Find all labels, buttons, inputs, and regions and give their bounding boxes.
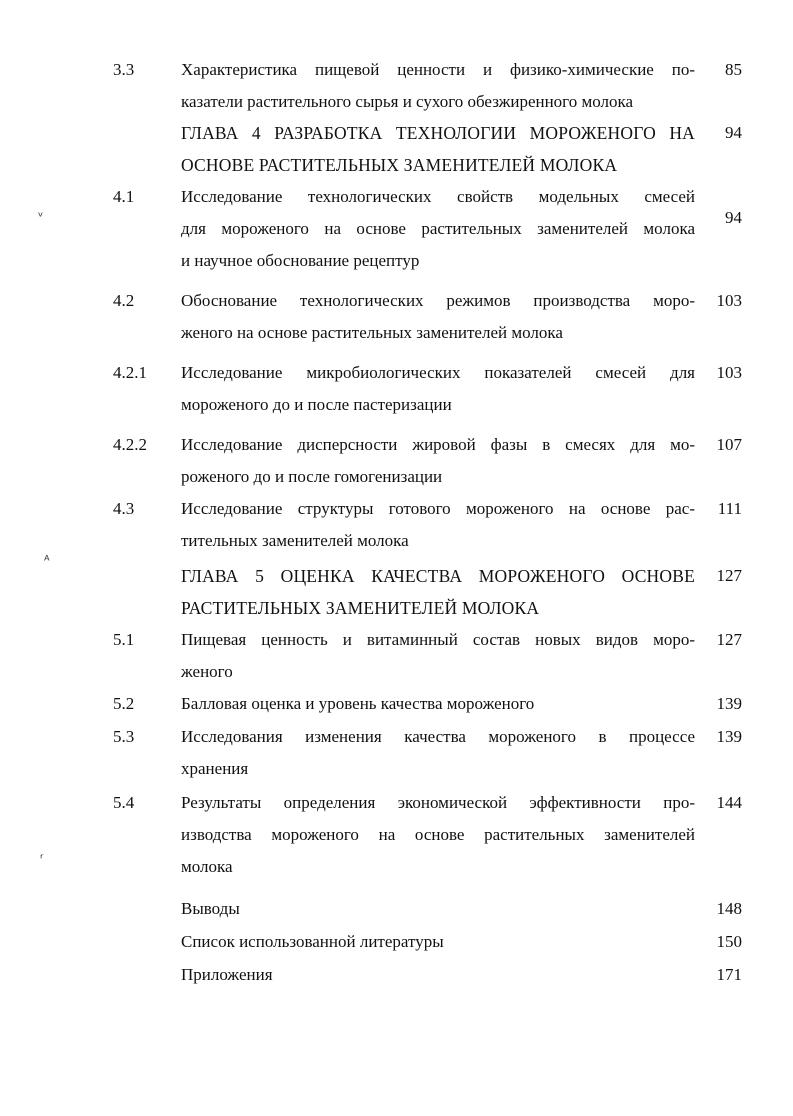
section-number: 5.4 (113, 793, 135, 812)
section-title (181, 429, 695, 493)
section-title (181, 893, 695, 925)
title-line: Пищевая ценность и витаминный состав новых видов моро- (181, 630, 695, 649)
title-line: и научное обоснование рецептур (181, 251, 420, 270)
title-line: Результаты определения экономической эффективности про- (181, 793, 695, 812)
title-line: ОСНОВЕ РАСТИТЕЛЬНЫХ ЗАМЕНИТЕЛЕЙ МОЛОКА (181, 155, 618, 175)
section-title (181, 624, 695, 688)
title-line: Исследование технологических свойств модельных смесей (181, 187, 695, 206)
page-number: 103 (716, 363, 742, 382)
page-number: 127 (716, 630, 742, 649)
section-number: 4.2.1 (113, 363, 147, 382)
page-number: 94 (725, 208, 742, 227)
section-number: 5.3 (113, 727, 135, 746)
chapter-title (181, 117, 695, 181)
title-line: ГЛАВА 4 РАЗРАБОТКА ТЕХНОЛОГИИ МОРОЖЕНОГО НА (181, 123, 695, 143)
title-line: Исследования изменения качества мороженого в процессе (181, 727, 695, 746)
section-title (181, 959, 695, 991)
section-title (181, 688, 695, 720)
scan-mark: ᵛ (38, 210, 44, 225)
page-number: 94 (725, 123, 742, 142)
title-line: Исследование дисперсности жировой фазы в смесях для мо- (181, 435, 695, 454)
page-number: 127 (716, 566, 742, 585)
title-line: Список использованной литературы (181, 932, 444, 951)
section-number: 4.2 (113, 291, 135, 310)
title-line: Характеристика пищевой ценности и физико-химические по- (181, 60, 695, 79)
title-line: женого (181, 662, 233, 681)
title-line: ГЛАВА 5 ОЦЕНКА КАЧЕСТВА МОРОЖЕНОГО ОСНОВЕ (181, 566, 695, 586)
page-number: 103 (716, 291, 742, 310)
title-line: Приложения (181, 965, 273, 984)
page-number: 107 (716, 435, 742, 454)
scan-mark: ᴬ (44, 554, 50, 569)
title-line: молока (181, 857, 233, 876)
chapter-title (181, 560, 695, 624)
section-title (181, 357, 695, 421)
scan-mark: ʳ (40, 852, 44, 867)
page-number: 111 (717, 499, 742, 518)
title-line: Исследование микробиологических показателей смесей для (181, 363, 695, 382)
page-number: 171 (716, 965, 742, 984)
title-line: роженого до и после гомогенизации (181, 467, 443, 486)
title-line: Исследование структуры готового мороженого на основе рас- (181, 499, 695, 518)
section-number: 4.3 (113, 499, 135, 518)
page-number: 139 (716, 694, 742, 713)
section-title (181, 493, 695, 557)
title-line: Обоснование технологических режимов производства моро- (181, 291, 695, 310)
section-title (181, 285, 695, 349)
section-number: 4.1 (113, 187, 135, 206)
section-number: 4.2.2 (113, 435, 147, 454)
section-title (181, 926, 695, 958)
section-title (181, 721, 695, 785)
page-number: 148 (716, 899, 742, 918)
page-number: 144 (716, 793, 742, 812)
section-number: 5.1 (113, 630, 135, 649)
title-line: изводства мороженого на основе растительных заменителей (181, 825, 695, 844)
title-line: РАСТИТЕЛЬНЫХ ЗАМЕНИТЕЛЕЙ МОЛОКА (181, 598, 540, 618)
section-title (181, 54, 695, 118)
page-number: 139 (716, 727, 742, 746)
section-number: 5.2 (113, 694, 135, 713)
page-number: 150 (716, 932, 742, 951)
title-line: Балловая оценка и уровень качества мороженого (181, 694, 535, 713)
title-line: для мороженого на основе растительных заменителей молока (181, 219, 695, 238)
title-line: казатели растительного сырья и сухого обезжиренного молока (181, 92, 634, 111)
section-title (181, 787, 695, 883)
title-line: тительных заменителей молока (181, 531, 409, 550)
page-number: 85 (725, 60, 742, 79)
section-number: 3.3 (113, 60, 135, 79)
title-line: Выводы (181, 899, 240, 918)
section-title (181, 181, 695, 277)
title-line: женого на основе растительных заменителей молока (181, 323, 563, 342)
title-line: хранения (181, 759, 249, 778)
title-line: мороженого до и после пастеризации (181, 395, 452, 414)
